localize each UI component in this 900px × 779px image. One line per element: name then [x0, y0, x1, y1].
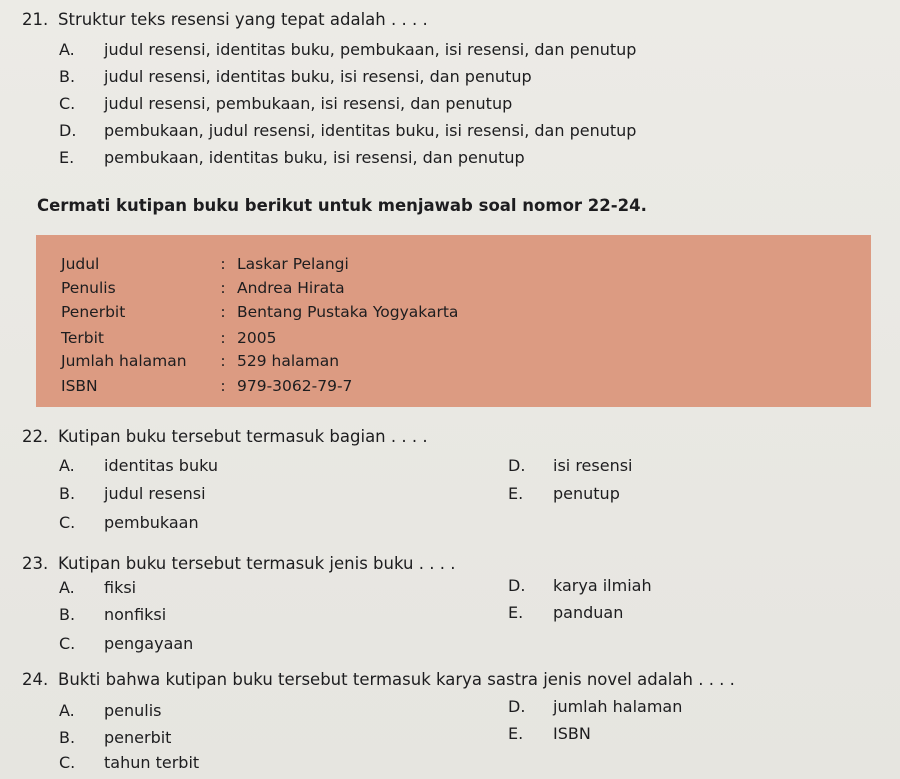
q23-option-b: B. nonfiksi	[59, 605, 167, 624]
q23-option-e: E. panduan	[508, 603, 624, 622]
q24-option-c: C. tahun terbit	[59, 753, 200, 772]
q21-option-e: E. pembukaan, identitas buku, isi resensi, dan penutup	[59, 148, 525, 167]
q24-option-a: A. penulis	[59, 701, 162, 720]
question-text: Bukti bahwa kutipan buku tersebut termasuk karya sastra jenis novel adalah . . . .	[58, 670, 735, 689]
q24-option-d: D. jumlah halaman	[508, 697, 683, 716]
q23-option-d: D. karya ilmiah	[508, 576, 652, 595]
q24-option-e: E. ISBN	[508, 724, 591, 743]
question-21	[22, 10, 428, 29]
info-row-terbit: Terbit : 2005	[61, 329, 277, 347]
question-23	[22, 554, 455, 573]
book-info-box	[36, 235, 871, 407]
info-row-jumlah-halaman: Jumlah halaman : 529 halaman	[61, 352, 340, 370]
info-row-judul: Judul : Laskar Pelangi	[61, 255, 349, 273]
q21-option-b: B. judul resensi, identitas buku, isi resensi, dan penutup	[59, 67, 532, 86]
question-number: 24.	[22, 670, 49, 689]
question-number: 23.	[22, 554, 49, 573]
question-text: Kutipan buku tersebut termasuk bagian . . . .	[58, 427, 428, 446]
info-row-penerbit: Penerbit : Bentang Pustaka Yogyakarta	[61, 303, 459, 321]
q22-option-b: B. judul resensi	[59, 484, 206, 503]
info-row-isbn: ISBN : 979-3062-79-7	[61, 377, 353, 395]
q23-option-c: C. pengayaan	[59, 634, 194, 653]
q21-option-c: C. judul resensi, pembukaan, isi resensi, dan penutup	[59, 94, 513, 113]
q21-option-a: A. judul resensi, identitas buku, pembukaan, isi resensi, dan penutup	[59, 40, 637, 59]
instruction-heading: Cermati kutipan buku berikut untuk menjawab soal nomor 22-24.	[37, 196, 647, 215]
question-number: 22.	[22, 427, 49, 446]
info-row-penulis: Penulis : Andrea Hirata	[61, 279, 345, 297]
q24-option-b: B. penerbit	[59, 728, 172, 747]
question-number: 21.	[22, 10, 49, 29]
question-22	[22, 427, 428, 446]
q23-option-a: A. fiksi	[59, 578, 137, 597]
q22-option-e: E. penutup	[508, 484, 620, 503]
question-text: Struktur teks resensi yang tepat adalah . . . .	[58, 10, 428, 29]
q21-option-d: D. pembukaan, judul resensi, identitas buku, isi resensi, dan penutup	[59, 121, 637, 140]
q22-option-c: C. pembukaan	[59, 513, 199, 532]
q22-option-d: D. isi resensi	[508, 456, 633, 475]
question-text: Kutipan buku tersebut termasuk jenis buku . . . .	[58, 554, 456, 573]
q22-option-a: A. identitas buku	[59, 456, 219, 475]
question-24	[22, 670, 735, 689]
